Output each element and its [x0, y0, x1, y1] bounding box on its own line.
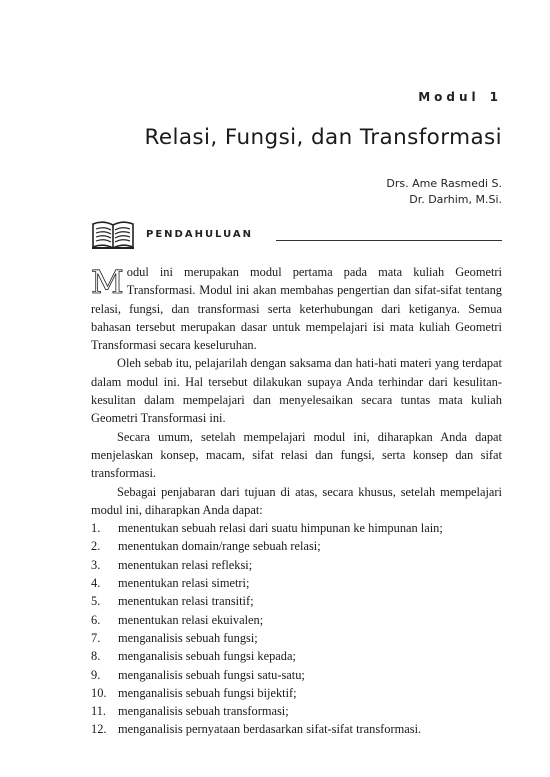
paragraph-4: Sebagai penjabaran dari tujuan di atas, secara khusus, setelah mempelajari modul ini, diharapkan Anda dapat:: [91, 484, 502, 517]
list-item: 1. menentukan sebuah relasi dari suatu himpunan ke himpunan lain;: [91, 521, 443, 536]
author-2: Dr. Darhim, M.Si.: [409, 193, 502, 206]
authors: [386, 176, 502, 208]
drop-cap: M: [91, 263, 124, 301]
list-item: 10. menganalisis sebuah fungsi bijektif;: [91, 685, 297, 700]
page-title: Relasi, Fungsi, dan Transformasi: [144, 125, 502, 150]
author-1: Drs. Ame Rasmedi S.: [386, 177, 502, 190]
body-text: [91, 263, 502, 739]
list-item: 9. menganalisis sebuah fungsi satu-satu;: [91, 667, 305, 682]
objectives-list: [91, 519, 502, 739]
list-item: 6. menentukan relasi ekuivalen;: [91, 612, 264, 627]
paragraph-1: Modul ini merupakan modul pertama pada mata kuliah Geometri Transformasi. Modul ini akan membahas pengertian dan sifat-sifat tentang relasi, fungsi, dan transformasi serta keterhubungan dari ketiganya. Semua bahasan tersebut merupakan dasar untuk mempelajari isi mata kuliah Geometri Transformasi secara keseluruhan.: [91, 263, 502, 353]
paragraph-2: Oleh sebab itu, pelajarilah dengan saksama dan hati-hati materi yang terdapat dalam modul ini. Hal tersebut dilakukan supaya Anda terhindar dari kesulitan-kesulitan dalam mempelajari dan menyelesaikan secara tuntas mata kuliah Geometri Transformasi ini.: [91, 356, 502, 426]
list-item: 8. menganalisis sebuah fungsi kepada;: [91, 649, 296, 664]
list-item: 7. menganalisis sebuah fungsi;: [91, 630, 258, 645]
module-word: Modul: [418, 90, 480, 104]
section-heading: PENDAHULUAN: [146, 229, 253, 240]
module-label: [418, 90, 502, 104]
list-item: 2. menentukan domain/range sebuah relasi;: [91, 539, 321, 554]
list-item: 11. menganalisis sebuah transformasi;: [91, 704, 289, 719]
list-item: 12. menganalisis pernyataan berdasarkan sifat-sifat transformasi.: [91, 722, 422, 737]
paragraph-3: Secara umum, setelah mempelajari modul ini, diharapkan Anda dapat menjelaskan konsep, macam, sifat relasi dan fungsi, serta konsep dan sifat transformasi.: [91, 429, 502, 481]
list-item: 4. menentukan relasi simetri;: [91, 576, 250, 591]
section-divider: [276, 240, 502, 241]
open-book-icon: [91, 220, 135, 250]
list-item: 5. menentukan relasi transitif;: [91, 594, 254, 609]
list-item: 3. menentukan relasi refleksi;: [91, 557, 253, 572]
module-number: 1: [489, 90, 502, 104]
